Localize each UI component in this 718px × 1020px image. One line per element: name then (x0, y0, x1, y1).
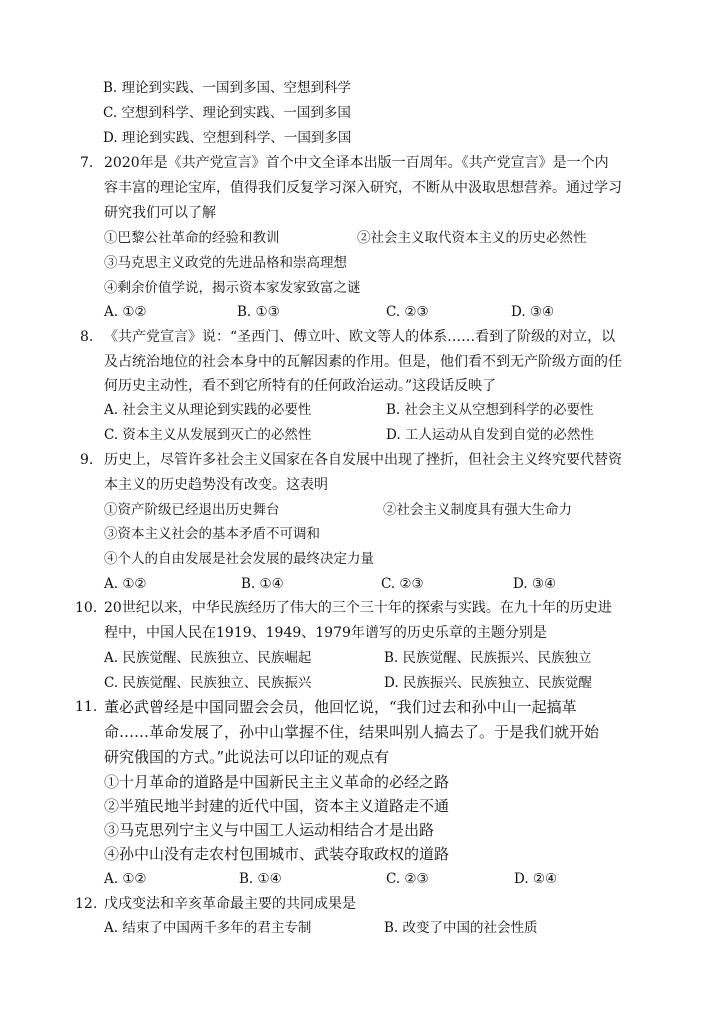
q7-choice-a: A. ①② (104, 304, 147, 320)
q12-stem-line-1: 戊戌变法和辛亥革命最主要的共同成果是 (104, 896, 356, 912)
q11-stem-line-3: 研究俄国的方式。”此说法可以印证的观点有 (104, 748, 390, 766)
q10-choice-c: C. 民族觉醒、民族独立、民族振兴 (104, 675, 312, 691)
q9-stem-line-1: 历史上，尽管许多社会主义国家在各自发展中出现了挫折，但社会主义终究要代替资 (104, 452, 622, 468)
q7-item-1: ①巴黎公社革命的经验和教训 (104, 230, 280, 246)
q11-number: 11. (75, 699, 98, 715)
q9-number: 9. (80, 452, 94, 468)
q6-option-c: C. 空想到科学、理论到实践、一国到多国 (103, 105, 351, 121)
q11-choice-c: C. ②③ (386, 871, 429, 887)
q9-choice-a: A. ①② (104, 576, 147, 592)
q7-stem-line-3: 研究我们可以了解 (104, 205, 216, 221)
q6-option-d: D. 理论到实践、空想到科学、一国到多国 (103, 130, 352, 146)
q10-choice-b: B. 民族觉醒、民族振兴、民族独立 (384, 650, 592, 666)
q8-choice-c: C. 资本主义从发展到灭亡的必然性 (104, 427, 312, 443)
q11-item-3: ③马克思列宁主义与中国工人运动相结合才是出路 (104, 821, 435, 839)
q7-stem-line-2: 容丰富的理论宝库，值得我们反复学习深入研究，不断从中汲取思想营养。通过学习 (104, 180, 622, 196)
q9-choice-c: C. ②③ (381, 576, 424, 592)
q11-choice-d: D. ②④ (514, 871, 558, 887)
q11-stem-line-2: 命……革命发展了，孙中山掌握不住，结果叫别人搞去了。于是我们就开始 (104, 723, 600, 741)
q10-stem-line-2: 程中，中国人民在1919、1949、1979年谱写的历史乐章的主题分别是 (104, 625, 547, 641)
q12-choice-a: A. 结束了中国两千多年的君主专制 (104, 920, 312, 936)
q9-item-1: ①资产阶级已经退出历史舞台 (104, 502, 280, 518)
q11-choice-b: B. ①④ (239, 871, 282, 887)
q8-choice-d: D. 工人运动从自发到自觉的必然性 (386, 427, 594, 443)
q9-item-3: ③资本主义社会的基本矛盾不可调和 (104, 526, 320, 542)
q8-choice-b: B. 社会主义从空想到科学的必要性 (386, 402, 594, 418)
q10-stem-line-1: 20世纪以来，中华民族经历了伟大的三个三十年的探索与实践。在九十年的历史进 (104, 600, 612, 616)
q9-stem-line-2: 本主义的历史趋势没有改变。这表明 (104, 477, 328, 493)
q11-item-4: ④孙中山没有走农村包围城市、武装夺取政权的道路 (104, 845, 450, 863)
q6-option-b: B. 理论到实践、一国到多国、空想到科学 (103, 80, 352, 96)
q8-choice-a: A. 社会主义从理论到实践的必要性 (104, 402, 312, 418)
q9-item-2: ②社会主义制度具有强大生命力 (383, 502, 572, 518)
q7-item-2: ②社会主义取代资本主义的历史必然性 (357, 230, 587, 246)
q7-item-3: ③马克思主义政党的先进品格和崇高理想 (104, 255, 347, 271)
q8-stem-line-3: 何历史主动性，看不到它所特有的任何政治运动。”这段话反映了 (104, 378, 497, 394)
q7-number: 7. (80, 155, 94, 171)
q7-item-4: ④剩余价值学说，揭示资本家发家致富之谜 (104, 280, 361, 296)
q7-choice-d: D. ③④ (511, 304, 555, 320)
q9-item-4: ④个人的自由发展是社会发展的最终决定力量 (104, 551, 374, 567)
q11-item-2: ②半殖民地半封建的近代中国，资本主义道路走不通 (104, 797, 450, 815)
q7-choice-b: B. ①③ (237, 304, 280, 320)
q12-number: 12. (75, 896, 98, 912)
q9-choice-d: D. ③④ (513, 576, 557, 592)
q7-stem-line-1: 2020年是《共产党宣言》首个中文全译本出版一百周年。《共产党宣言》是一个内 (104, 155, 609, 171)
q9-choice-b: B. ①④ (241, 576, 284, 592)
q11-choice-a: A. ①② (104, 871, 147, 887)
q10-number: 10. (75, 600, 98, 616)
q10-choice-d: D. 民族振兴、民族独立、民族觉醒 (384, 675, 592, 691)
q11-item-1: ①十月革命的道路是中国新民主主义革命的必经之路 (104, 773, 450, 791)
q11-stem-line-1: 董必武曾经是中国同盟会会员，他回忆说，“我们过去和孙中山一起搞革 (104, 698, 577, 716)
q8-number: 8. (80, 329, 94, 345)
q8-stem-line-1: 《共产党宣言》说：“圣西门、傅立叶、欧文等人的体系……看到了阶级的对立，以 (104, 329, 616, 345)
q8-stem-line-2: 及占统治地位的社会本身中的瓦解因素的作用。但是，他们看不到无产阶级方面的任 (104, 354, 622, 370)
q12-choice-b: B. 改变了中国的社会性质 (384, 920, 538, 936)
q10-choice-a: A. 民族觉醒、民族独立、民族崛起 (104, 650, 312, 666)
q7-choice-c: C. ②③ (386, 304, 429, 320)
